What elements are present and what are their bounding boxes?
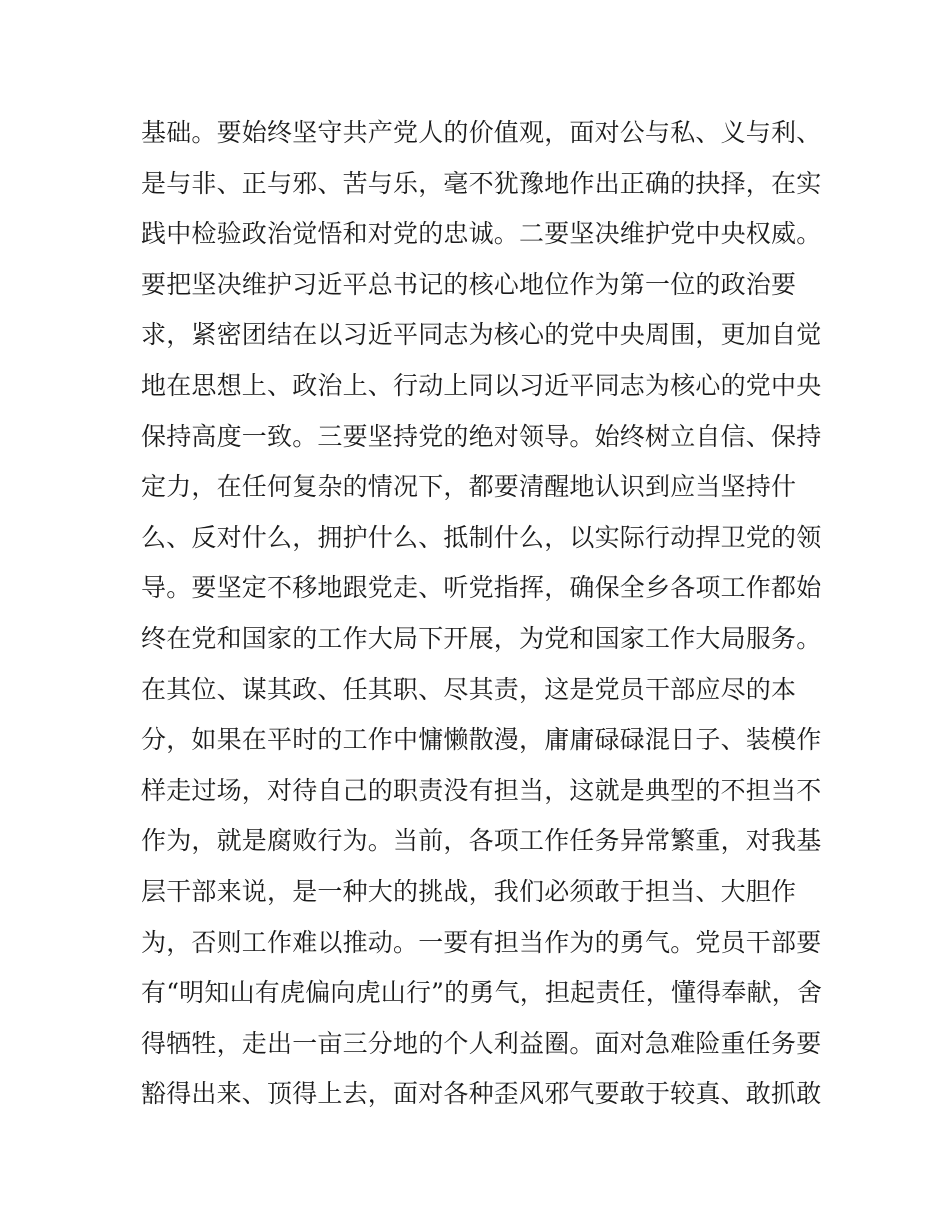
text-line: 保持高度一致。三要坚持党的绝对领导。始终树立自信、保持 bbox=[141, 421, 822, 451]
body-text bbox=[141, 108, 821, 1120]
text-line: 定力，在任何复杂的情况下，都要清醒地认识到应当坚持什 bbox=[141, 472, 797, 502]
text-line: 要把坚决维护习近平总书记的核心地位作为第一位的政治要 bbox=[141, 269, 797, 299]
text-line: 样走过场，对待自己的职责没有担当，这就是典型的不担当不 bbox=[141, 775, 822, 805]
text-line: 豁得出来、顶得上去，面对各种歪风邪气要敢于较真、敢抓敢 bbox=[141, 1079, 822, 1109]
text-line: 分，如果在平时的工作中慵懒散漫，庸庸碌碌混日子、装模作 bbox=[141, 725, 822, 755]
text-line: 有“明知山有虎偏向虎山行”的勇气，担起责任，懂得奉献，舍 bbox=[141, 978, 823, 1008]
text-line: 在其位、谋其政、任其职、尽其责，这是党员干部应尽的本 bbox=[141, 674, 797, 704]
text-line: 践中检验政治觉悟和对党的忠诚。二要坚决维护党中央权威。 bbox=[141, 219, 822, 249]
text-line: 基础。要始终坚守共产党人的价值观，面对公与私、义与利、 bbox=[141, 118, 822, 147]
text-line: 导。要坚定不移地跟党走、听党指挥，确保全乡各项工作都始 bbox=[141, 573, 822, 603]
text-line: 得牺牲，走出一亩三分地的个人利益圈。面对急难险重任务要 bbox=[141, 1028, 822, 1058]
text-line: 为，否则工作难以推动。一要有担当作为的勇气。党员干部要 bbox=[141, 927, 822, 957]
text-line: 层干部来说，是一种大的挑战，我们必须敢于担当、大胆作 bbox=[141, 876, 797, 906]
text-line: 地在思想上、政治上、行动上同以习近平同志为核心的党中央 bbox=[141, 370, 822, 400]
text-line: 是与非、正与邪、苦与乐，毫不犹豫地作出正确的抉择，在实 bbox=[141, 168, 822, 198]
text-line: 求，紧密团结在以习近平同志为核心的党中央周围，更加自觉 bbox=[141, 320, 822, 350]
text-line: 么、反对什么，拥护什么、抵制什么，以实际行动捍卫党的领 bbox=[141, 522, 822, 552]
text-line: 终在党和国家的工作大局下开展，为党和国家工作大局服务。 bbox=[141, 623, 822, 653]
text-line: 作为，就是腐败行为。当前，各项工作任务异常繁重，对我基 bbox=[141, 826, 822, 856]
